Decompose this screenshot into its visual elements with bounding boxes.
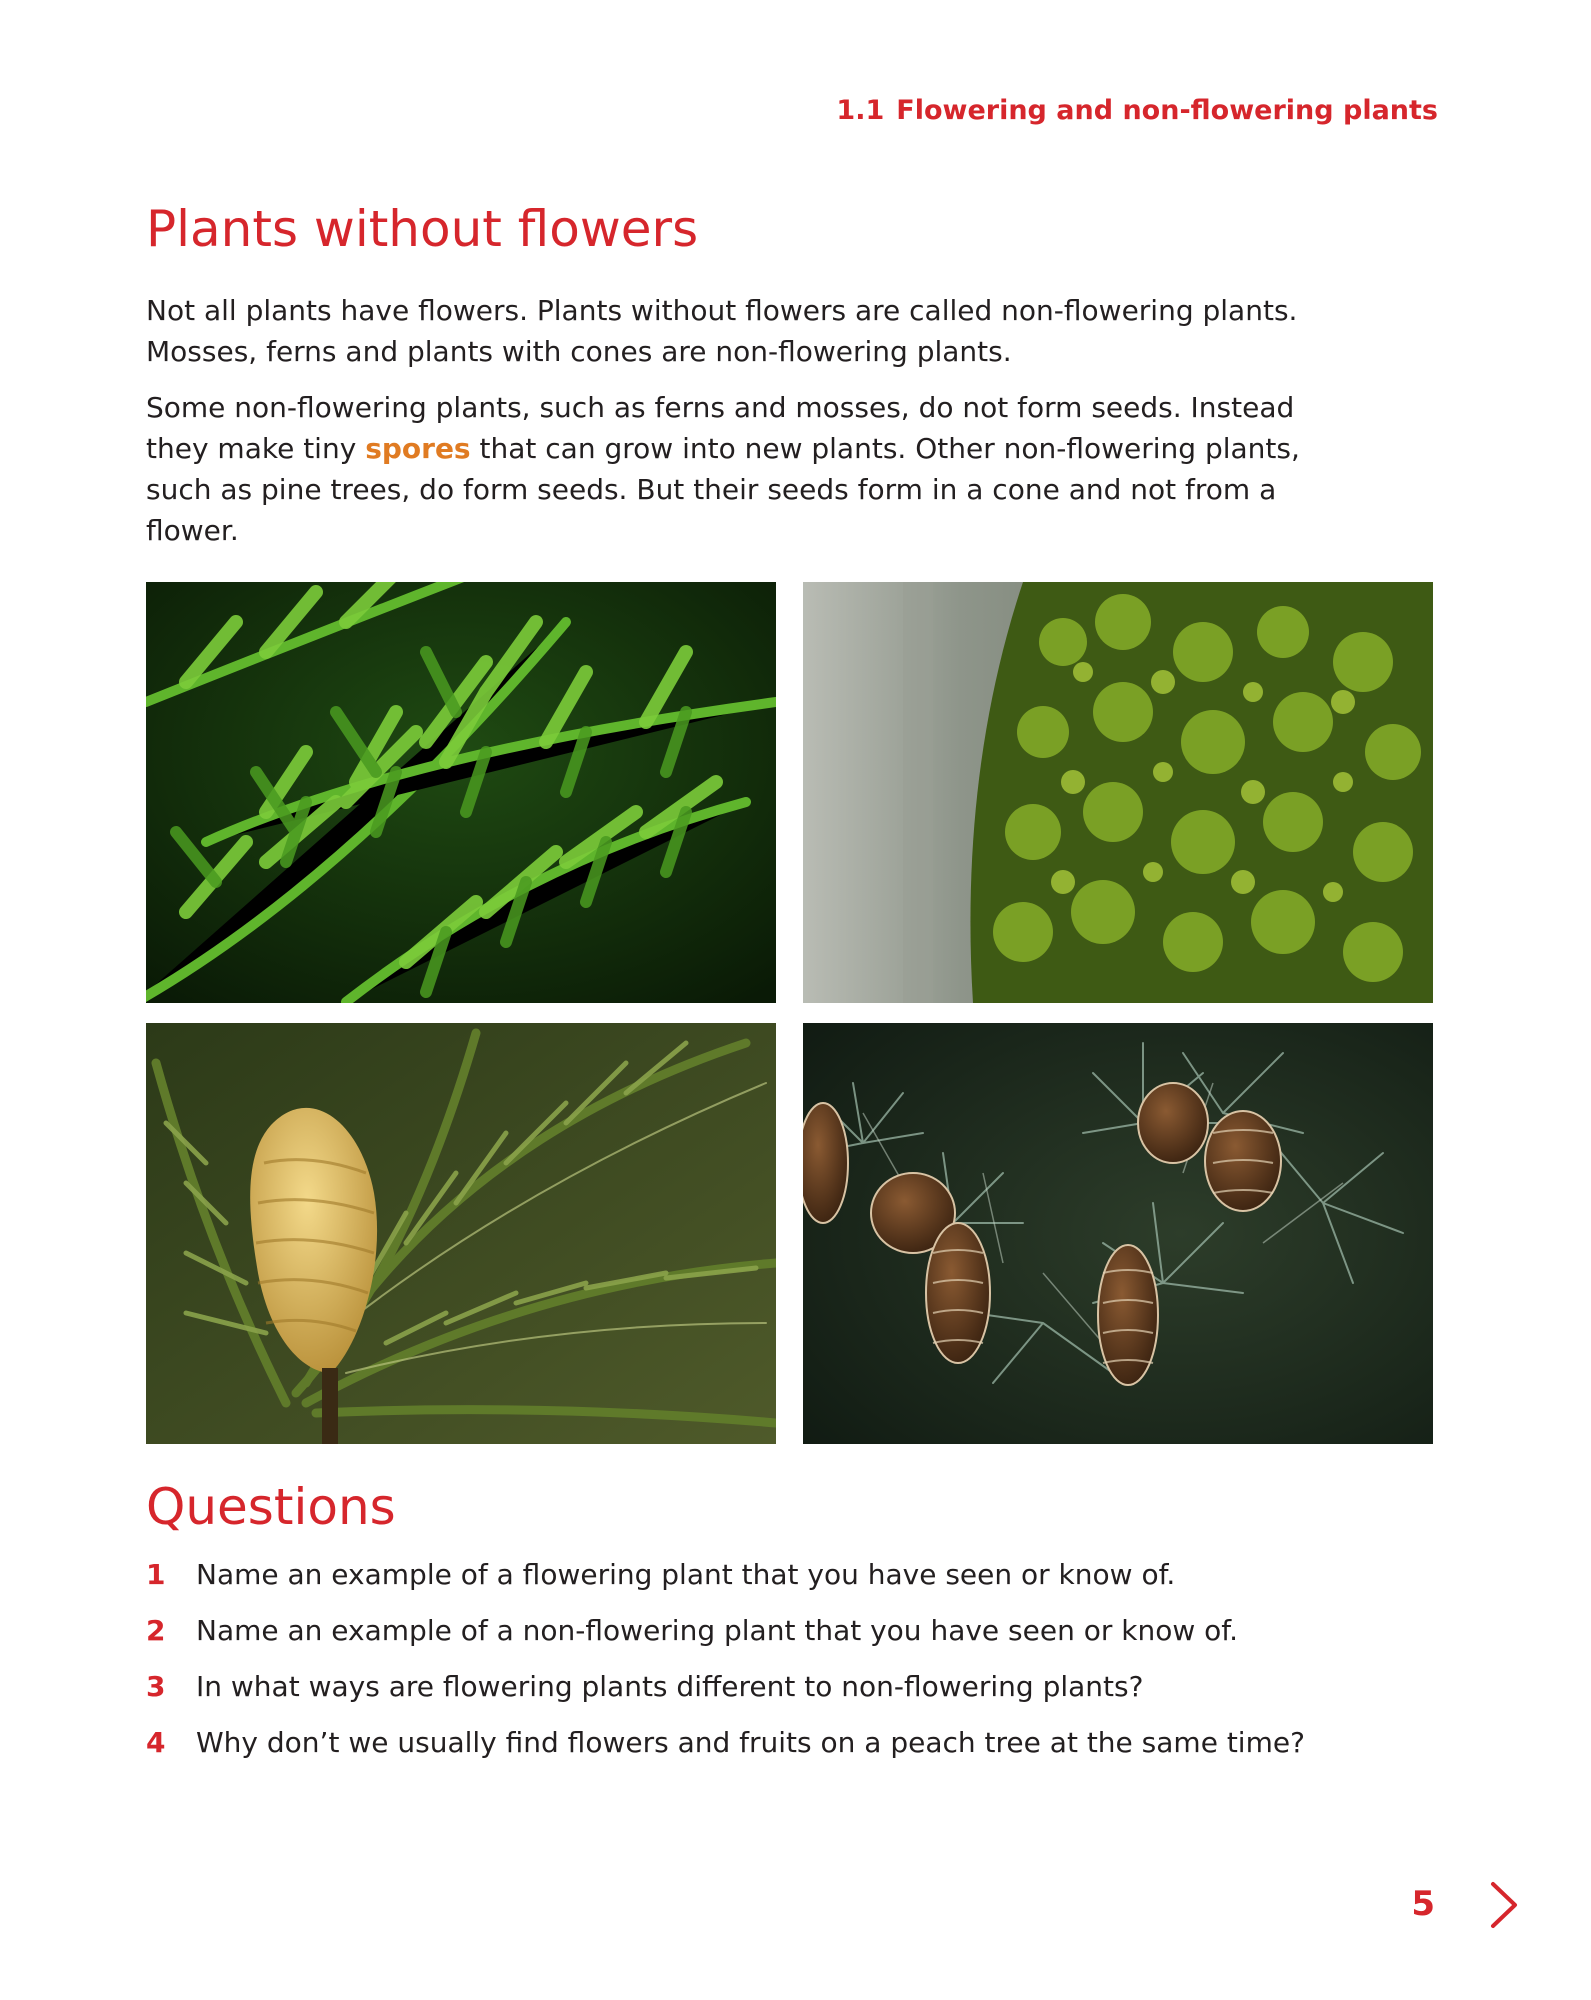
chevron-right-icon[interactable] — [1487, 1880, 1521, 1930]
keyword-spores[interactable]: spores — [365, 432, 471, 465]
question-text: Why don’t we usually find flowers and fruits on a peach tree at the same time? — [196, 1726, 1305, 1759]
question-number: 2 — [146, 1614, 166, 1647]
paragraph-text: that can grow into new plants. Other non-flowering plants, such as pine trees, do form seeds. But their seeds form in a cone and not from a flower. — [146, 432, 1300, 547]
question-number: 3 — [146, 1670, 166, 1703]
section-title: Flowering and non-flowering plants — [896, 95, 1438, 126]
running-header — [836, 95, 1438, 126]
question-text: Name an example of a non-flowering plant that you have seen or know of. — [196, 1614, 1239, 1647]
paragraph-text: Some non-flowering plants, such as ferns and mosses, do not form seeds. Instead they make tiny — [146, 391, 1295, 465]
moss-photo — [803, 582, 1433, 1003]
question-number: 1 — [146, 1558, 166, 1591]
paragraph-spores — [146, 387, 1326, 551]
question-item — [146, 1723, 1305, 1779]
question-text: Name an example of a flowering plant that you have seen or know of. — [196, 1558, 1176, 1591]
questions-title: Questions — [146, 1478, 396, 1536]
fern-photo — [146, 582, 776, 1003]
questions-list — [146, 1555, 1305, 1779]
question-item — [146, 1555, 1305, 1611]
page-number: 5 — [1411, 1884, 1435, 1924]
question-number: 4 — [146, 1726, 166, 1759]
cycad-cone-photo — [146, 1023, 776, 1444]
question-item — [146, 1611, 1305, 1667]
question-text: In what ways are flowering plants different to non-flowering plants? — [196, 1670, 1144, 1703]
pine-cones-photo — [803, 1023, 1433, 1444]
question-item — [146, 1667, 1305, 1723]
paragraph-intro: Not all plants have flowers. Plants without flowers are called non-flowering plants. Mosses, ferns and plants with cones are non-flowering plants. — [146, 294, 1298, 368]
section-number: 1.1 — [836, 95, 885, 126]
page-title: Plants without flowers — [146, 200, 699, 258]
